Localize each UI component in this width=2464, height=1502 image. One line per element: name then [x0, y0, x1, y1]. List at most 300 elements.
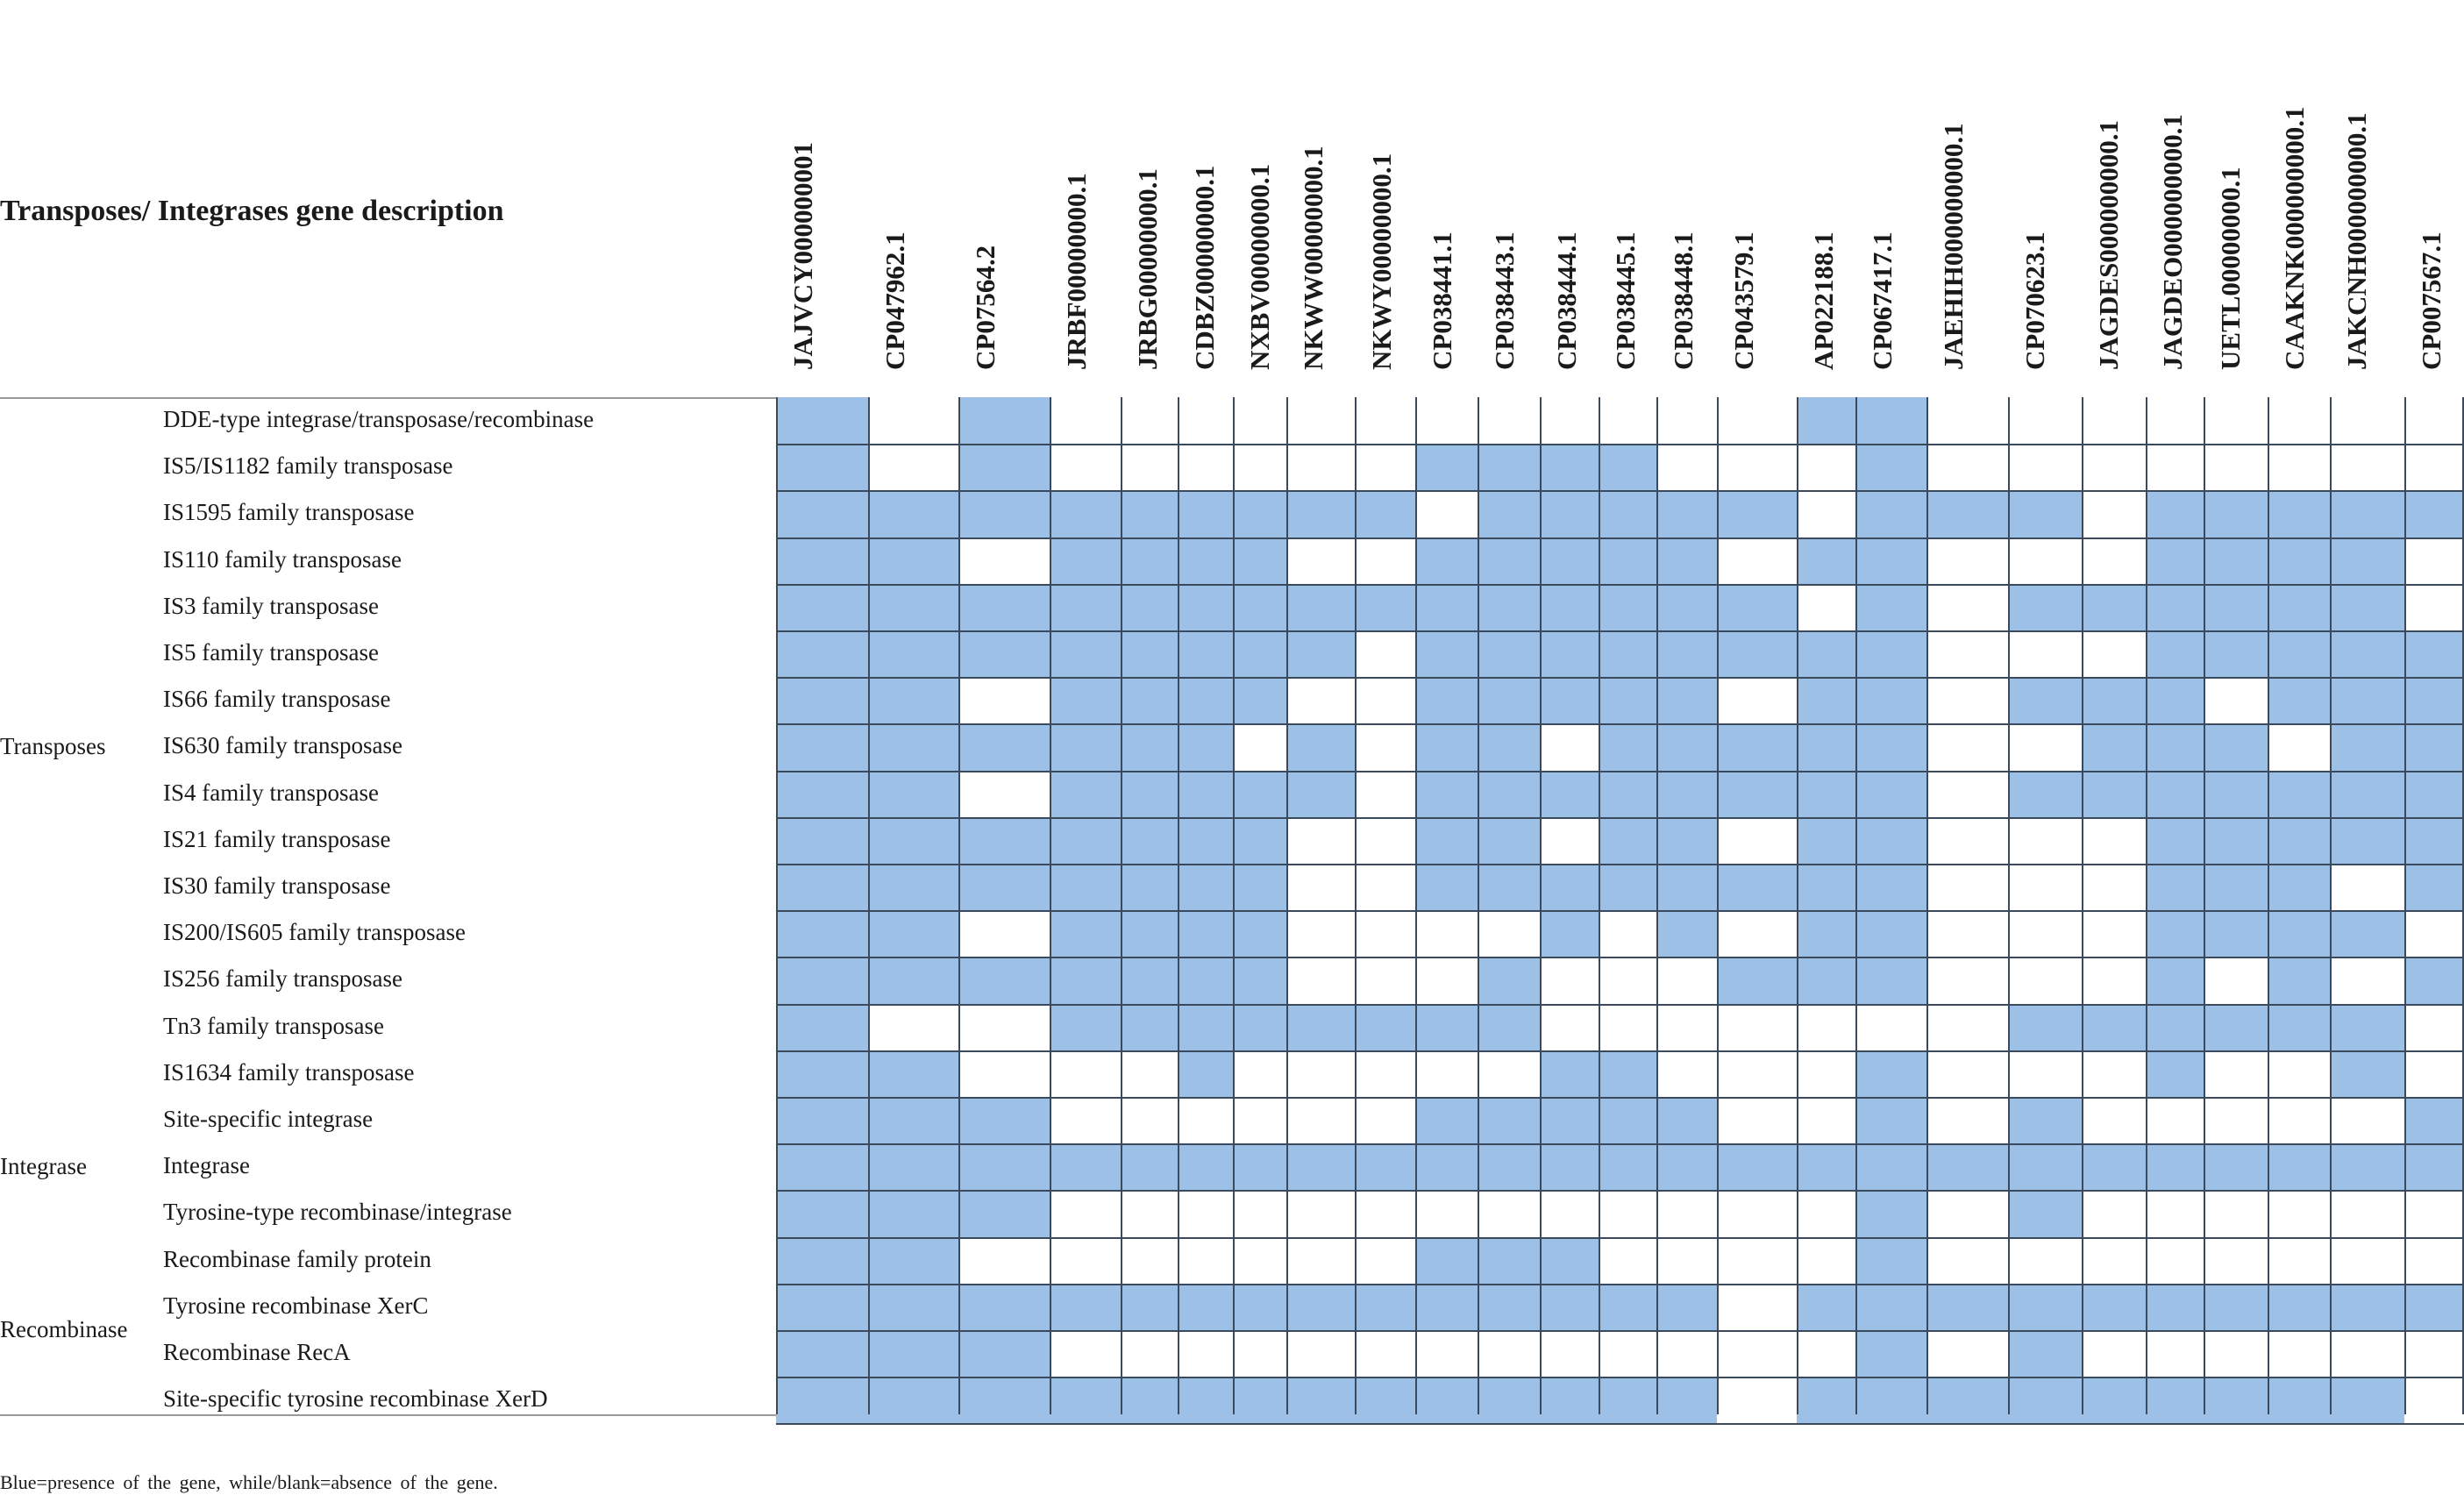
grid-cell	[2404, 1377, 2464, 1423]
grid-cell	[958, 771, 1050, 817]
grid-cell	[958, 1050, 1050, 1097]
grid-cell	[2268, 771, 2330, 817]
grid-cell	[2204, 490, 2268, 537]
grid-cell	[1355, 1143, 1415, 1190]
grid-cell	[776, 444, 868, 490]
grid-cell	[1233, 1050, 1286, 1097]
grid-cell	[2008, 1330, 2082, 1377]
grid-cell	[1415, 864, 1478, 910]
grid-cell	[1286, 584, 1355, 630]
grid-cell	[1233, 444, 1286, 490]
grid-cell	[958, 537, 1050, 584]
grid-cell	[1656, 1237, 1717, 1284]
grid-cell	[1178, 817, 1233, 864]
grid-cell	[1355, 490, 1415, 537]
grid-cell	[1926, 677, 2008, 723]
grid-cell	[868, 771, 958, 817]
row-label: IS4 family transposase	[163, 779, 379, 806]
grid-cell	[2404, 910, 2464, 957]
grid-vertical-line	[2330, 397, 2332, 1414]
column-header-label: NXBV00000000.1	[1244, 163, 1275, 370]
grid-cell	[1540, 490, 1599, 537]
grid-cell	[1286, 1330, 1355, 1377]
row-label: IS256 family transposase	[163, 965, 402, 992]
grid-cell	[1233, 723, 1286, 771]
grid-cell	[1286, 1190, 1355, 1237]
grid-cell	[1926, 630, 2008, 677]
grid-cell	[1233, 1284, 1286, 1330]
grid-cell	[1286, 1004, 1355, 1050]
grid-cell	[1540, 1097, 1599, 1143]
grid-cell	[2082, 537, 2146, 584]
grid-cell	[2268, 817, 2330, 864]
grid-vertical-line	[1926, 397, 1928, 1414]
grid-cell	[1478, 1004, 1540, 1050]
grid-cell	[1717, 537, 1797, 584]
grid-horizontal-line	[776, 864, 2464, 865]
grid-cell	[1178, 1330, 1233, 1377]
grid-cell	[2268, 910, 2330, 957]
grid-cell	[868, 1284, 958, 1330]
grid-cell	[1121, 537, 1178, 584]
grid-cell	[1797, 1330, 1855, 1377]
grid-cell	[1478, 490, 1540, 537]
grid-horizontal-line	[776, 584, 2464, 586]
grid-horizontal-line	[776, 490, 2464, 492]
grid-horizontal-line	[776, 444, 2464, 445]
grid-cell	[2008, 1004, 2082, 1050]
grid-cell	[1540, 1004, 1599, 1050]
row-label: Tyrosine-type recombinase/integrase	[163, 1199, 512, 1225]
grid-horizontal-line	[776, 817, 2464, 819]
grid-cell	[1286, 910, 1355, 957]
grid-vertical-line	[1855, 397, 1857, 1414]
grid-cell	[1178, 864, 1233, 910]
grid-cell	[1355, 723, 1415, 771]
grid-cell	[1855, 490, 1926, 537]
grid-cell	[1121, 1237, 1178, 1284]
grid-cell	[1355, 444, 1415, 490]
grid-cell	[2330, 1330, 2404, 1377]
grid-cell	[2204, 584, 2268, 630]
grid-cell	[1656, 864, 1717, 910]
grid-cell	[1926, 771, 2008, 817]
grid-cell	[2204, 1143, 2268, 1190]
grid-cell	[1050, 677, 1121, 723]
grid-cell	[1599, 630, 1656, 677]
column-header-label: JAEHIH000000000.1	[1938, 123, 1969, 370]
grid-cell	[958, 817, 1050, 864]
grid-cell	[1599, 957, 1656, 1004]
grid-cell	[1355, 1330, 1415, 1377]
grid-cell	[2404, 957, 2464, 1004]
grid-cell	[1121, 1284, 1178, 1330]
grid-cell	[1355, 957, 1415, 1004]
grid-cell	[1478, 1237, 1540, 1284]
grid-cell	[2404, 723, 2464, 771]
grid-cell	[1926, 537, 2008, 584]
grid-cell	[1355, 397, 1415, 444]
row-label: Site-specific integrase	[163, 1106, 374, 1132]
grid-cell	[2404, 817, 2464, 864]
grid-cell	[958, 1190, 1050, 1237]
grid-cell	[776, 1004, 868, 1050]
grid-cell	[2146, 1237, 2204, 1284]
grid-cell	[1540, 397, 1599, 444]
grid-horizontal-line	[776, 1050, 2464, 1052]
grid-cell	[1050, 1004, 1121, 1050]
grid-cell	[1121, 630, 1178, 677]
grid-cell	[1855, 817, 1926, 864]
grid-cell	[1540, 630, 1599, 677]
grid-cell	[868, 444, 958, 490]
grid-cell	[1478, 910, 1540, 957]
grid-cell	[776, 630, 868, 677]
row-label: IS66 family transposase	[163, 686, 391, 712]
grid-cell	[2268, 1377, 2330, 1423]
grid-cell	[1656, 630, 1717, 677]
grid-cell	[2330, 444, 2404, 490]
grid-cell	[1599, 677, 1656, 723]
grid-cell	[1855, 1190, 1926, 1237]
grid-cell	[2204, 910, 2268, 957]
row-label: IS3 family transposase	[163, 593, 379, 619]
grid-cell	[1233, 1143, 1286, 1190]
grid-cell	[2082, 1330, 2146, 1377]
grid-cell	[1855, 910, 1926, 957]
grid-cell	[2146, 584, 2204, 630]
grid-cell	[2268, 1237, 2330, 1284]
grid-cell	[2204, 1004, 2268, 1050]
grid-cell	[1478, 1097, 1540, 1143]
grid-cell	[1286, 723, 1355, 771]
grid-cell	[2008, 817, 2082, 864]
grid-cell	[2404, 584, 2464, 630]
grid-cell	[1599, 817, 1656, 864]
grid-cell	[1415, 677, 1478, 723]
grid-horizontal-line	[776, 1377, 2464, 1378]
grid-cell	[2204, 771, 2268, 817]
grid-cell	[2404, 1284, 2464, 1330]
grid-cell	[1599, 1330, 1656, 1377]
grid-cell	[868, 817, 958, 864]
grid-cell	[2204, 864, 2268, 910]
grid-cell	[1178, 444, 1233, 490]
grid-cell	[2082, 1284, 2146, 1330]
grid-cell	[1178, 1284, 1233, 1330]
grid-cell	[2404, 1143, 2464, 1190]
grid-cell	[2330, 723, 2404, 771]
grid-cell	[2330, 864, 2404, 910]
grid-cell	[1717, 490, 1797, 537]
grid-cell	[2204, 957, 2268, 1004]
grid-cell	[1926, 1377, 2008, 1423]
column-header-label: CP043579.1	[1728, 231, 1759, 370]
grid-cell	[1478, 864, 1540, 910]
grid-cell	[1656, 1097, 1717, 1143]
grid-cell	[868, 1190, 958, 1237]
grid-cell	[2146, 910, 2204, 957]
grid-cell	[2404, 864, 2464, 910]
grid-cell	[2082, 1190, 2146, 1237]
grid-cell	[1717, 397, 1797, 444]
grid-cell	[1656, 1143, 1717, 1190]
grid-cell	[868, 723, 958, 771]
grid-cell	[1178, 1377, 1233, 1423]
grid-cell	[958, 584, 1050, 630]
grid-cell	[1926, 723, 2008, 771]
row-label: Site-specific tyrosine recombinase XerD	[163, 1385, 548, 1412]
grid-cell	[1540, 444, 1599, 490]
grid-cell	[2008, 1143, 2082, 1190]
grid-cell	[1121, 444, 1178, 490]
row-label: IS21 family transposase	[163, 826, 391, 852]
grid-vertical-line	[2082, 397, 2083, 1414]
grid-cell	[1233, 537, 1286, 584]
grid-cell	[1599, 864, 1656, 910]
grid-cell	[2204, 1050, 2268, 1097]
grid-cell	[1286, 1237, 1355, 1284]
grid-cell	[1355, 584, 1415, 630]
grid-cell	[1599, 444, 1656, 490]
column-header-label: CP038445.1	[1610, 231, 1641, 370]
grid-cell	[2146, 677, 2204, 723]
grid-cell	[2268, 1284, 2330, 1330]
row-label: IS110 family transposase	[163, 546, 402, 573]
grid-cell	[1797, 490, 1855, 537]
grid-horizontal-line	[776, 1284, 2464, 1285]
grid-cell	[2082, 1143, 2146, 1190]
grid-cell	[1717, 1377, 1797, 1423]
grid-cell	[2008, 1050, 2082, 1097]
grid-cell	[1540, 910, 1599, 957]
grid-cell	[1178, 397, 1233, 444]
grid-cell	[1415, 1284, 1478, 1330]
grid-vertical-line	[2146, 397, 2147, 1414]
grid-cell	[1797, 1190, 1855, 1237]
grid-cell	[2330, 397, 2404, 444]
grid-cell	[1233, 864, 1286, 910]
grid-cell	[2008, 723, 2082, 771]
grid-cell	[2268, 490, 2330, 537]
grid-cell	[958, 677, 1050, 723]
grid-cell	[1050, 1284, 1121, 1330]
grid-cell	[1050, 1050, 1121, 1097]
grid-cell	[2330, 584, 2404, 630]
grid-cell	[2268, 677, 2330, 723]
grid-cell	[1855, 864, 1926, 910]
grid-cell	[1797, 1097, 1855, 1143]
grid-cell	[2008, 397, 2082, 444]
grid-cell	[958, 910, 1050, 957]
grid-cell	[1178, 910, 1233, 957]
grid-cell	[2330, 630, 2404, 677]
grid-horizontal-line	[776, 630, 2464, 632]
grid-vertical-line	[1355, 397, 1357, 1414]
grid-horizontal-line	[776, 723, 2464, 725]
grid-cell	[1797, 1284, 1855, 1330]
grid-vertical-line	[1233, 397, 1235, 1414]
grid-cell	[1286, 1284, 1355, 1330]
grid-cell	[1178, 1097, 1233, 1143]
grid-cell	[776, 1377, 868, 1423]
grid-cell	[2082, 677, 2146, 723]
grid-cell	[1050, 1143, 1121, 1190]
grid-cell	[1540, 817, 1599, 864]
grid-vertical-line	[2008, 397, 2010, 1414]
grid-vertical-line	[1050, 397, 1051, 1414]
grid-horizontal-line	[776, 1143, 2464, 1145]
grid-cell	[958, 490, 1050, 537]
grid-cell	[2268, 723, 2330, 771]
grid-cell	[2146, 444, 2204, 490]
grid-cell	[1050, 537, 1121, 584]
grid-cell	[1717, 1097, 1797, 1143]
grid-cell	[1178, 537, 1233, 584]
grid-cell	[2146, 537, 2204, 584]
grid-cell	[1233, 1330, 1286, 1377]
grid-cell	[2008, 630, 2082, 677]
grid-cell	[1415, 1097, 1478, 1143]
grid-cell	[776, 397, 868, 444]
grid-cell	[1050, 1330, 1121, 1377]
grid-cell	[1797, 537, 1855, 584]
grid-cell	[1415, 723, 1478, 771]
grid-cell	[1286, 1143, 1355, 1190]
grid-cell	[1926, 1237, 2008, 1284]
column-header-label: CP067417.1	[1867, 231, 1898, 370]
grid-horizontal-line	[776, 910, 2464, 912]
row-label: Tn3 family transposase	[163, 1013, 384, 1039]
grid-cell	[1599, 1050, 1656, 1097]
grid-cell	[1926, 1284, 2008, 1330]
grid-cell	[2082, 584, 2146, 630]
grid-horizontal-line	[776, 1190, 2464, 1192]
grid-cell	[1656, 817, 1717, 864]
grid-cell	[2082, 1050, 2146, 1097]
column-header-label: CP038443.1	[1489, 231, 1520, 370]
grid-cell	[1178, 723, 1233, 771]
grid-cell	[2268, 957, 2330, 1004]
grid-cell	[1599, 397, 1656, 444]
grid-cell	[1797, 1143, 1855, 1190]
grid-cell	[1599, 1237, 1656, 1284]
grid-cell	[1540, 1050, 1599, 1097]
grid-cell	[1286, 537, 1355, 584]
grid-cell	[776, 1050, 868, 1097]
grid-cell	[1355, 817, 1415, 864]
grid-cell	[2204, 444, 2268, 490]
column-header-label: CP070623.1	[2019, 231, 2050, 370]
grid-cell	[1050, 397, 1121, 444]
grid-cell	[2008, 1284, 2082, 1330]
grid-cell	[1178, 630, 1233, 677]
grid-cell	[958, 957, 1050, 1004]
grid-cell	[1599, 584, 1656, 630]
grid-cell	[2008, 584, 2082, 630]
grid-cell	[1926, 1190, 2008, 1237]
grid-cell	[1415, 1190, 1478, 1237]
grid-cell	[2204, 537, 2268, 584]
grid-cell	[2082, 490, 2146, 537]
grid-cell	[868, 1004, 958, 1050]
grid-cell	[1656, 1330, 1717, 1377]
grid-cell	[1286, 397, 1355, 444]
column-header-label: AP022188.1	[1808, 231, 1839, 370]
grid-cell	[1478, 771, 1540, 817]
grid-cell	[1478, 537, 1540, 584]
grid-cell	[2330, 957, 2404, 1004]
grid-cell	[1599, 1284, 1656, 1330]
grid-cell	[1478, 1050, 1540, 1097]
grid-cell	[1656, 1050, 1717, 1097]
grid-cell	[2204, 1377, 2268, 1423]
grid-cell	[1599, 771, 1656, 817]
grid-cell	[1478, 1284, 1540, 1330]
grid-cell	[1121, 1004, 1178, 1050]
grid-cell	[2146, 1330, 2204, 1377]
grid-cell	[1599, 723, 1656, 771]
grid-cell	[2008, 444, 2082, 490]
grid-cell	[2008, 957, 2082, 1004]
grid-cell	[868, 677, 958, 723]
grid-cell	[1717, 1284, 1797, 1330]
grid-cell	[2008, 771, 2082, 817]
grid-cell	[1050, 910, 1121, 957]
grid-cell	[1355, 1237, 1415, 1284]
grid-cell	[1717, 1330, 1797, 1377]
grid-cell	[2404, 444, 2464, 490]
grid-cell	[2082, 771, 2146, 817]
grid-cell	[2204, 817, 2268, 864]
grid-cell	[1178, 1050, 1233, 1097]
grid-cell	[2146, 957, 2204, 1004]
grid-cell	[2204, 1237, 2268, 1284]
grid-cell	[1855, 444, 1926, 490]
grid-cell	[1286, 1050, 1355, 1097]
grid-cell	[2268, 630, 2330, 677]
grid-vertical-line	[958, 397, 960, 1414]
column-header-label: CP007567.1	[2416, 231, 2446, 370]
grid-cell	[2268, 397, 2330, 444]
grid-cell	[2330, 1143, 2404, 1190]
grid-cell	[776, 1237, 868, 1284]
grid-cell	[868, 1143, 958, 1190]
grid-cell	[1926, 1004, 2008, 1050]
grid-cell	[1121, 864, 1178, 910]
grid-cell	[1717, 1004, 1797, 1050]
grid-cell	[2082, 1377, 2146, 1423]
grid-cell	[868, 864, 958, 910]
grid-cell	[1178, 771, 1233, 817]
grid-cell	[868, 1050, 958, 1097]
grid-cell	[776, 677, 868, 723]
grid-vertical-line	[1656, 397, 1658, 1414]
grid-cell	[1286, 771, 1355, 817]
grid-cell	[1478, 677, 1540, 723]
grid-horizontal-line	[776, 771, 2464, 772]
grid-cell	[2330, 537, 2404, 584]
grid-cell	[1233, 1237, 1286, 1284]
grid-cell	[1233, 1004, 1286, 1050]
grid-vertical-line	[1286, 397, 1288, 1414]
grid-cell	[1415, 630, 1478, 677]
grid-cell	[1415, 1377, 1478, 1423]
grid-cell	[868, 490, 958, 537]
grid-cell	[776, 864, 868, 910]
grid-cell	[2204, 677, 2268, 723]
grid-cell	[1178, 1190, 1233, 1237]
